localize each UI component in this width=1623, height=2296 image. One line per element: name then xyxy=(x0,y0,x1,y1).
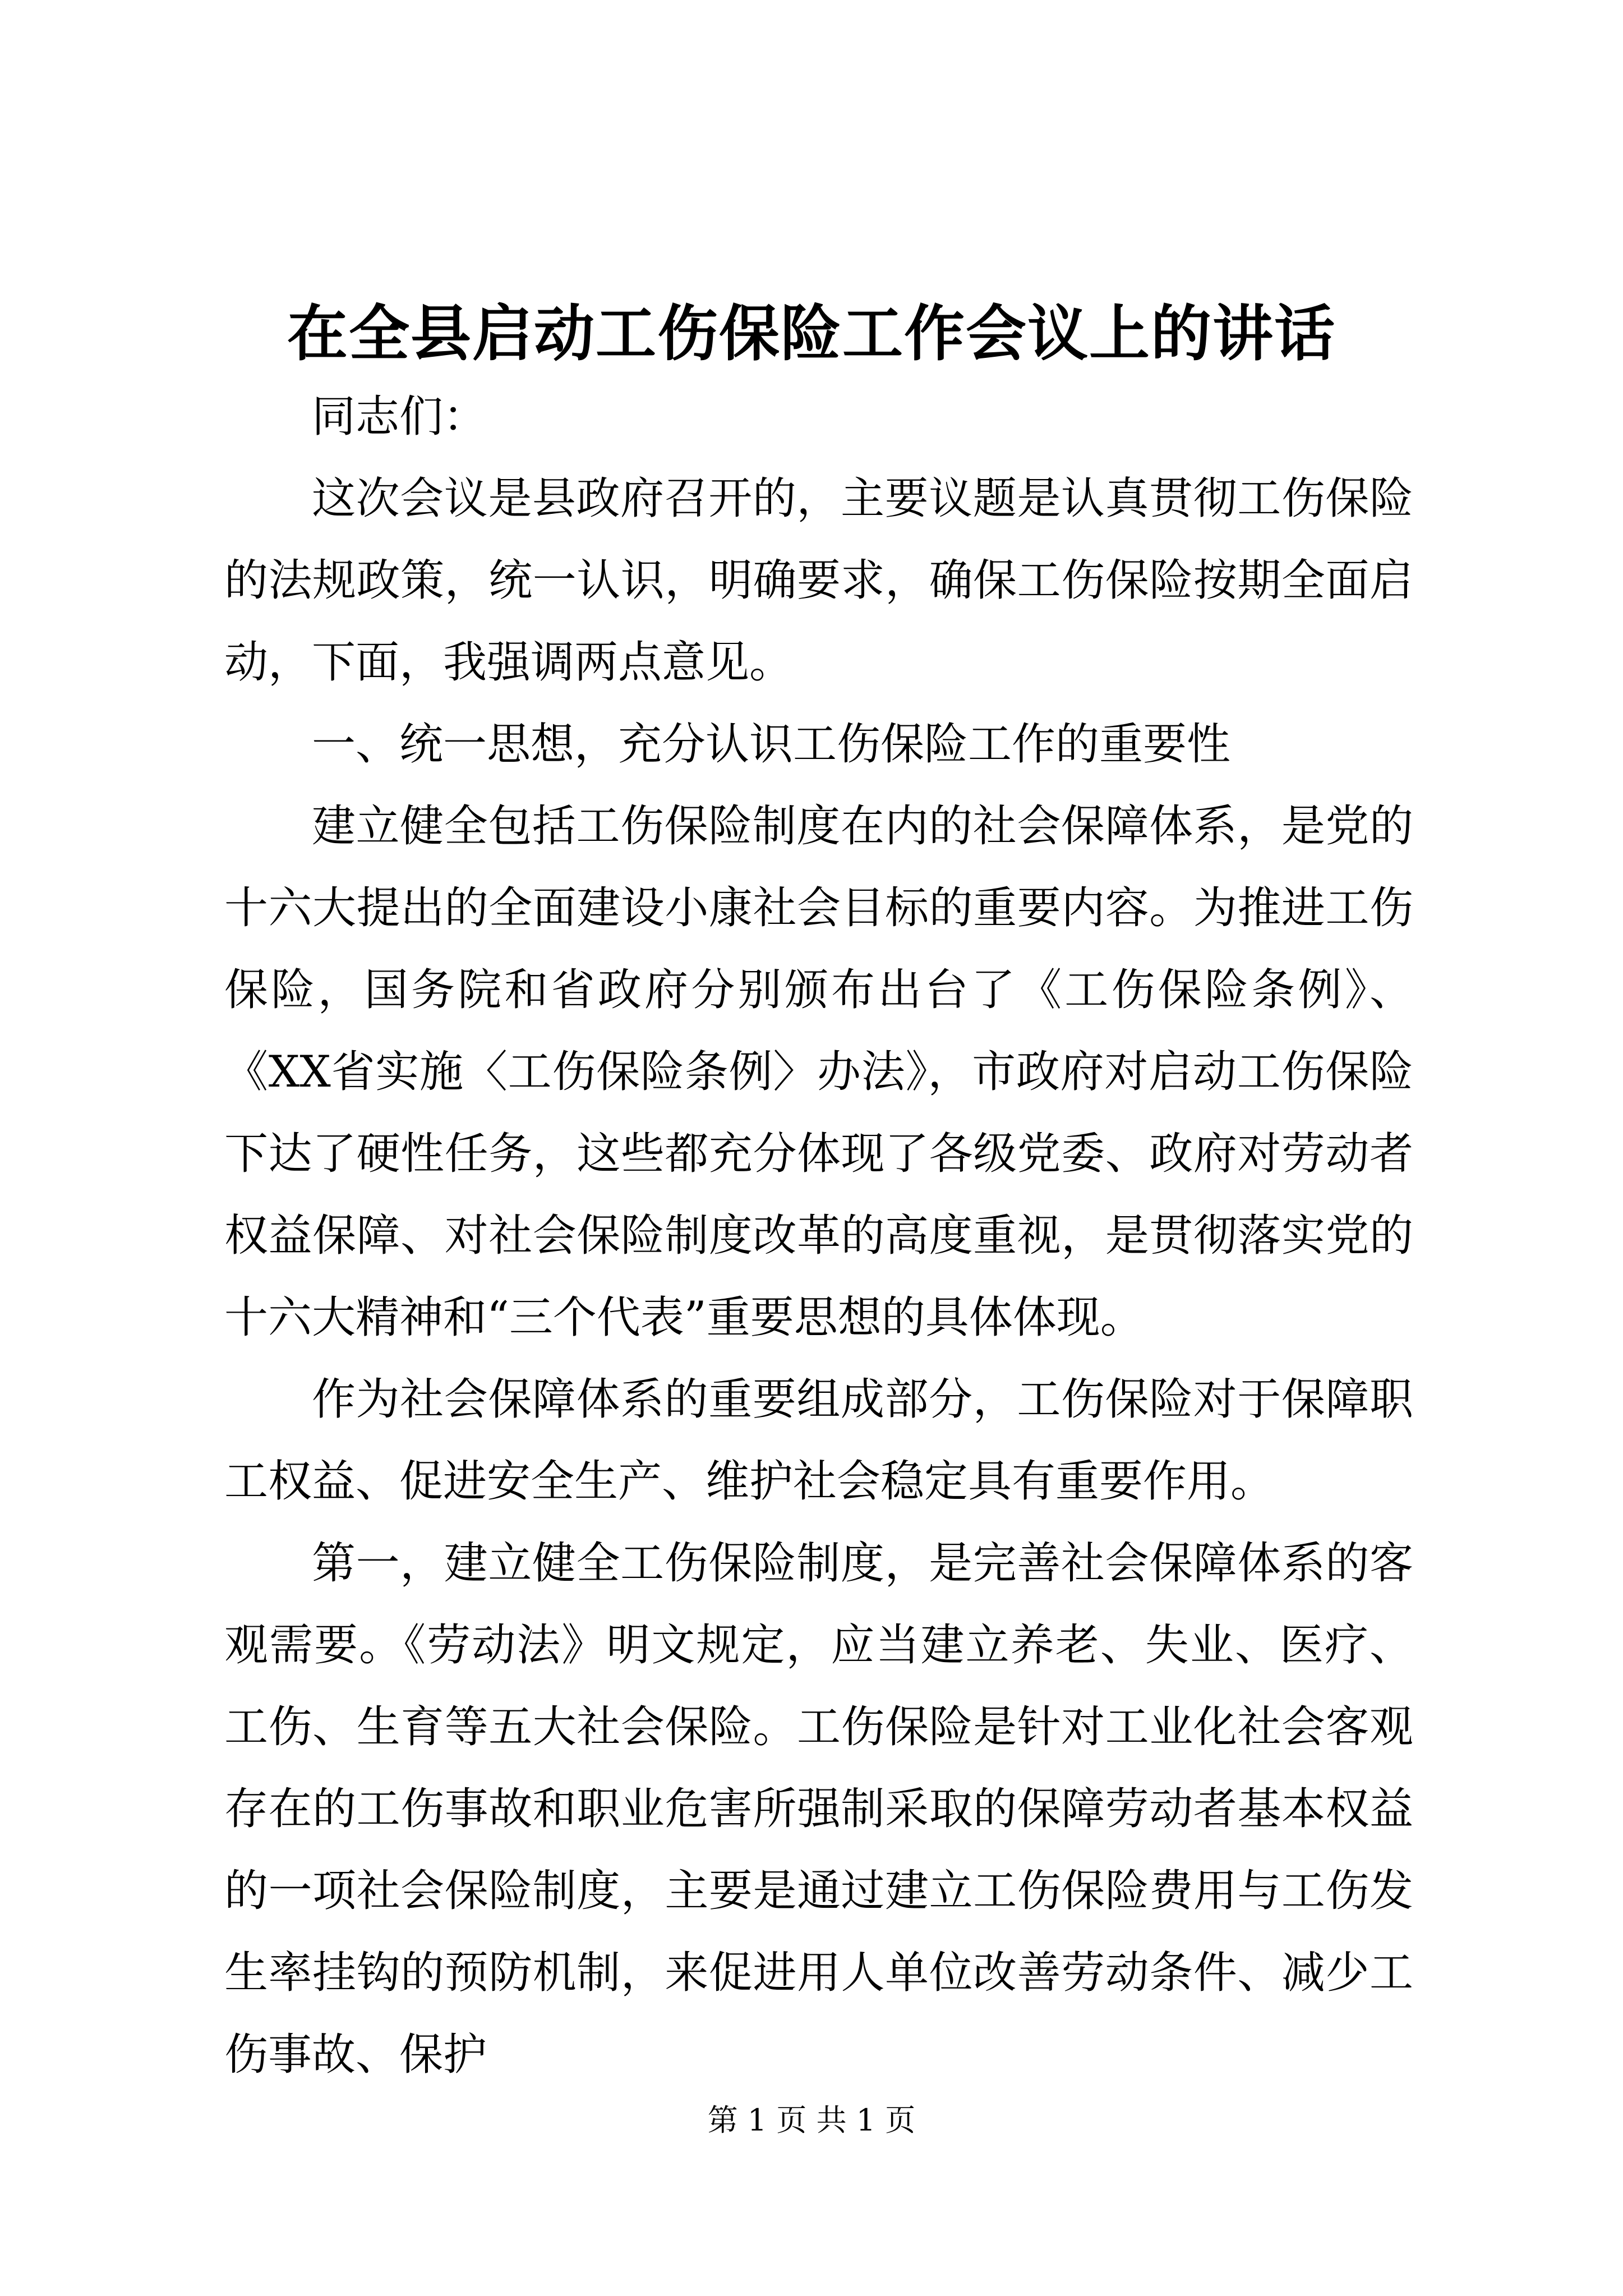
paragraph-3: 第一，建立健全工伤保险制度，是完善社会保障体系的客观需要。《劳动法》明文规定，应当建立养老、失业、医疗、工伤、生育等五大社会保险。工伤保险是针对工业化社会客观存在的工伤事故和职业危害所强制采取的保障劳动者基本权益的一项社会保险制度，主要是通过建立工伤保险费用与工伤发生率挂钩的预防机制，来促进用人单位改善劳动条件、减少工伤事故、保护 xyxy=(224,1538,1413,2080)
document-body xyxy=(224,376,1413,2096)
section-heading-1: 一、统一思想，充分认识工伤保险工作的重要性 xyxy=(312,719,1231,770)
paragraph-intro: 这次会议是县政府召开的，主要议题是认真贯彻工伤保险的法规政策，统一认识，明确要求，确保工伤保险按期全面启动，下面，我强调两点意见。 xyxy=(224,473,1413,688)
document-title: 在全县启动工伤保险工作会议上的讲话 xyxy=(287,298,1336,369)
paragraph-1: 建立健全包括工伤保险制度在内的社会保障体系，是党的十六大提出的全面建设小康社会目标的重要内容。为推进工伤保险，国务院和省政府分别颁布出台了《工伤保险条例》、《XX省实施〈工伤保险条例〉办法》，市政府对启动工伤保险下达了硬性任务，这些都充分体现了各级党委、政府对劳动者权益保障、对社会保险制度改革的高度重视，是贯彻落实党的十六大精神和“三个代表”重要思想的具体体现。 xyxy=(224,801,1413,1343)
paragraph-2: 作为社会保障体系的重要组成部分，工伤保险对于保障职工权益、促进安全生产、维护社会稳定具有重要作用。 xyxy=(224,1374,1413,1507)
page-footer: 第 1 页 共 1 页 xyxy=(707,2102,916,2138)
salutation: 同志们： xyxy=(312,392,487,442)
